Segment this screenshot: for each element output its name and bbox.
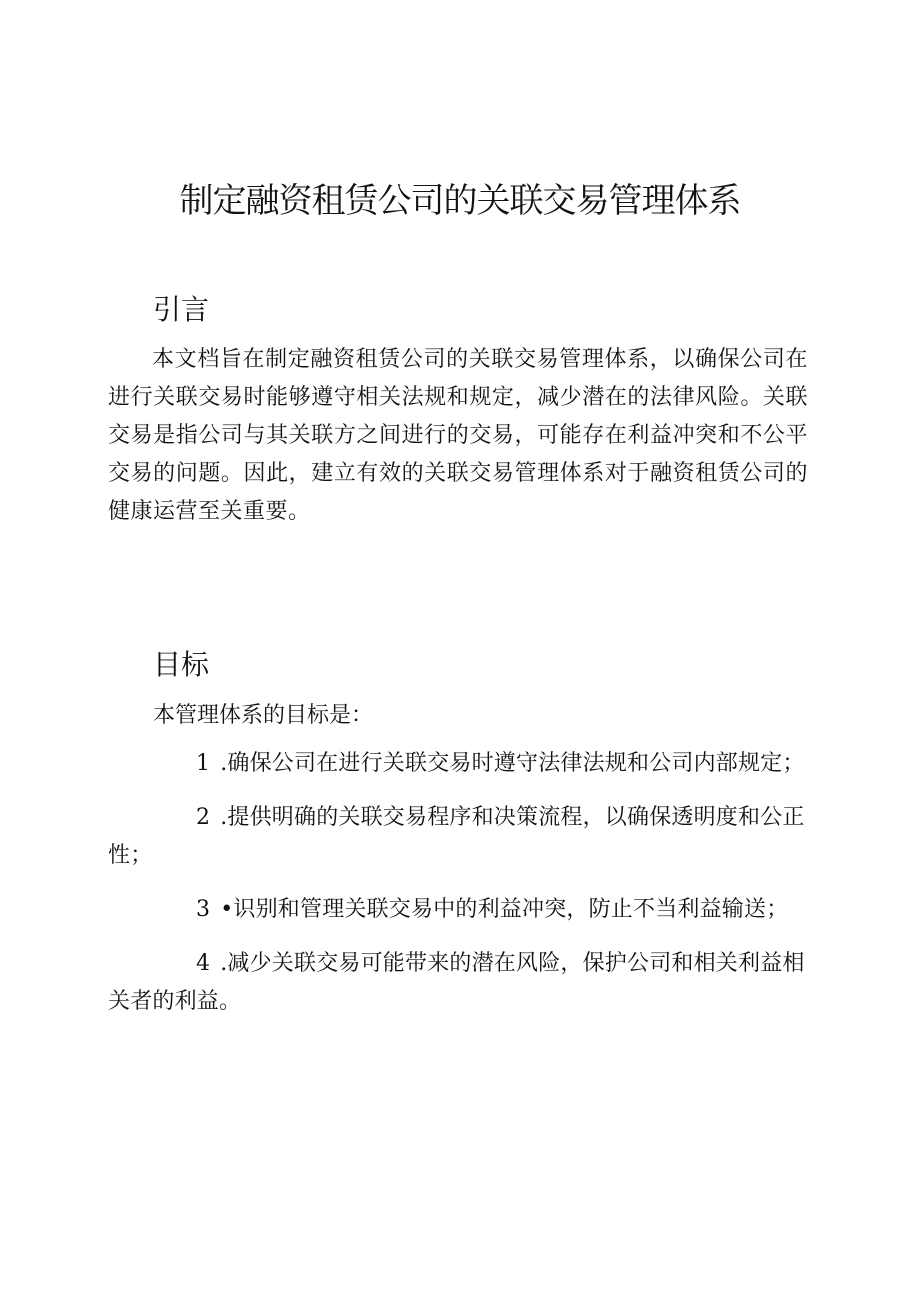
goal-item-2 — [108, 799, 808, 875]
goals-lead: 本管理体系的目标是： — [153, 703, 374, 728]
goal-separator: . — [220, 751, 228, 776]
goal-text: 确保公司在进行关联交易时遵守法律法规和公司内部规定； — [227, 751, 805, 776]
goal-number: 2 — [196, 805, 211, 830]
goal-number: 1 — [196, 751, 211, 776]
goal-text: 识别和管理关联交易中的利益冲突，防止不当利益输送； — [233, 897, 789, 922]
goal-separator: • — [220, 897, 234, 922]
goals-list — [108, 745, 808, 1037]
goal-item-3 — [108, 891, 808, 929]
goal-item-1 — [108, 745, 808, 783]
goal-separator: . — [220, 951, 228, 976]
goal-item-4 — [108, 945, 808, 1021]
document-title: 制定融资租赁公司的关联交易管理体系 — [179, 181, 741, 221]
goal-text: 减少关联交易可能带来的潜在风险，保护公司和相关利益相关者的利益。 — [108, 951, 805, 1014]
intro-paragraph: 本文档旨在制定融资租赁公司的关联交易管理体系，以确保公司在进行关联交易时能够遵守相关法规和规定，减少潜在的法律风险。关联交易是指公司与其关联方之间进行的交易，可能存在利益冲突和不公平交易的问题。因此，建立有效的关联交易管理体系对于融资租赁公司的健康运营至关重要。 — [108, 347, 808, 524]
goal-text: 提供明确的关联交易程序和决策流程，以确保透明度和公正性； — [108, 805, 805, 868]
goals-heading: 目标 — [153, 648, 210, 681]
goal-number: 3 — [196, 897, 211, 922]
goal-separator: . — [220, 805, 228, 830]
goal-number: 4 — [196, 951, 211, 976]
intro-heading: 引言 — [153, 293, 210, 326]
